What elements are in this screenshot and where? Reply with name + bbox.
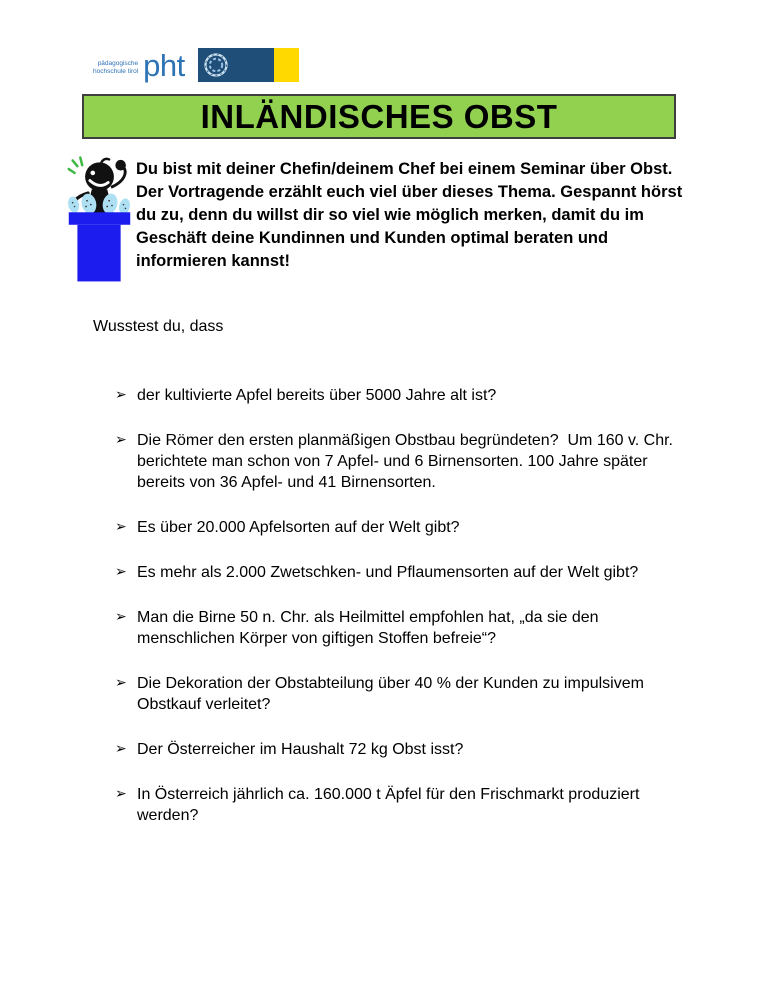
fact-item	[115, 430, 695, 493]
fact-item	[115, 784, 695, 826]
fact-item	[115, 607, 695, 649]
fact-text: Der Österreicher im Haushalt 72 kg Obst isst?	[137, 741, 464, 758]
pht-logo-acronym: pht	[143, 47, 185, 83]
intro-section	[63, 153, 690, 290]
arrow-bullet-icon: ➢	[115, 675, 127, 691]
eu-flag-navy-panel	[198, 48, 274, 82]
arrow-bullet-icon: ➢	[115, 564, 127, 580]
title-banner	[82, 94, 676, 139]
fact-text: Es mehr als 2.000 Zwetschken- und Pflaumensorten auf der Welt gibt?	[137, 564, 639, 581]
pht-logo-subtext	[93, 60, 138, 76]
eu-flag-yellow-panel	[274, 48, 299, 82]
arrow-bullet-icon: ➢	[115, 387, 127, 403]
fact-text: In Österreich jährlich ca. 160.000 t Äpfel für den Frischmarkt produziert werden?	[137, 786, 644, 824]
eu-flag-logo	[198, 48, 299, 82]
arrow-bullet-icon: ➢	[115, 741, 127, 757]
circular-rope-emblem-icon	[198, 48, 274, 82]
fact-item	[115, 517, 695, 538]
header-logos	[93, 47, 299, 83]
arrow-bullet-icon: ➢	[115, 432, 127, 448]
fact-text: der kultivierte Apfel bereits über 5000 Jahre alt ist?	[137, 387, 497, 404]
fact-list	[115, 385, 695, 850]
fact-item	[115, 739, 695, 760]
fact-text: Die Dekoration der Obstabteilung über 40 % der Kunden zu impulsivem Obstkauf verleitet?	[137, 675, 649, 713]
pht-logo	[93, 47, 185, 83]
fact-item	[115, 673, 695, 715]
intro-paragraph: Du bist mit deiner Chefin/deinem Chef bei einem Seminar über Obst. Der Vortragende erzählt euch viel über dieses Thema. Gespannt hörst du zu, denn du willst dir so viel wie möglich merken, damit du im Geschäft deine Kundinnen und Kunden optimal beraten und informieren kannst!	[136, 160, 683, 270]
page-title: INLÄNDISCHES OBST	[200, 97, 558, 135]
fact-text: Man die Birne 50 n. Chr. als Heilmittel empfohlen hat, „da sie den menschlichen Körper von giftigen Stoffen befreie“?	[137, 609, 604, 647]
fact-text: Es über 20.000 Apfelsorten auf der Welt gibt?	[137, 519, 460, 536]
arrow-bullet-icon: ➢	[115, 786, 127, 802]
fact-item	[115, 562, 695, 583]
presenter-at-podium-icon	[63, 153, 136, 285]
arrow-bullet-icon: ➢	[115, 609, 127, 625]
pht-logo-subtext-line2: hochschule tirol	[93, 68, 139, 75]
fact-item	[115, 385, 695, 406]
fact-text: Die Römer den ersten planmäßigen Obstbau begründeten? Um 160 v. Chr. berichtete man schon von 7 Apfel- und 6 Birnensorten. 100 Jahre später bereits von 36 Apfel- und 41 Birnensorten.	[137, 432, 678, 491]
arrow-bullet-icon: ➢	[115, 519, 127, 535]
lead-in-text: Wusstest du, dass	[93, 318, 224, 335]
pht-logo-subtext-line1: pädagogische	[97, 60, 139, 67]
